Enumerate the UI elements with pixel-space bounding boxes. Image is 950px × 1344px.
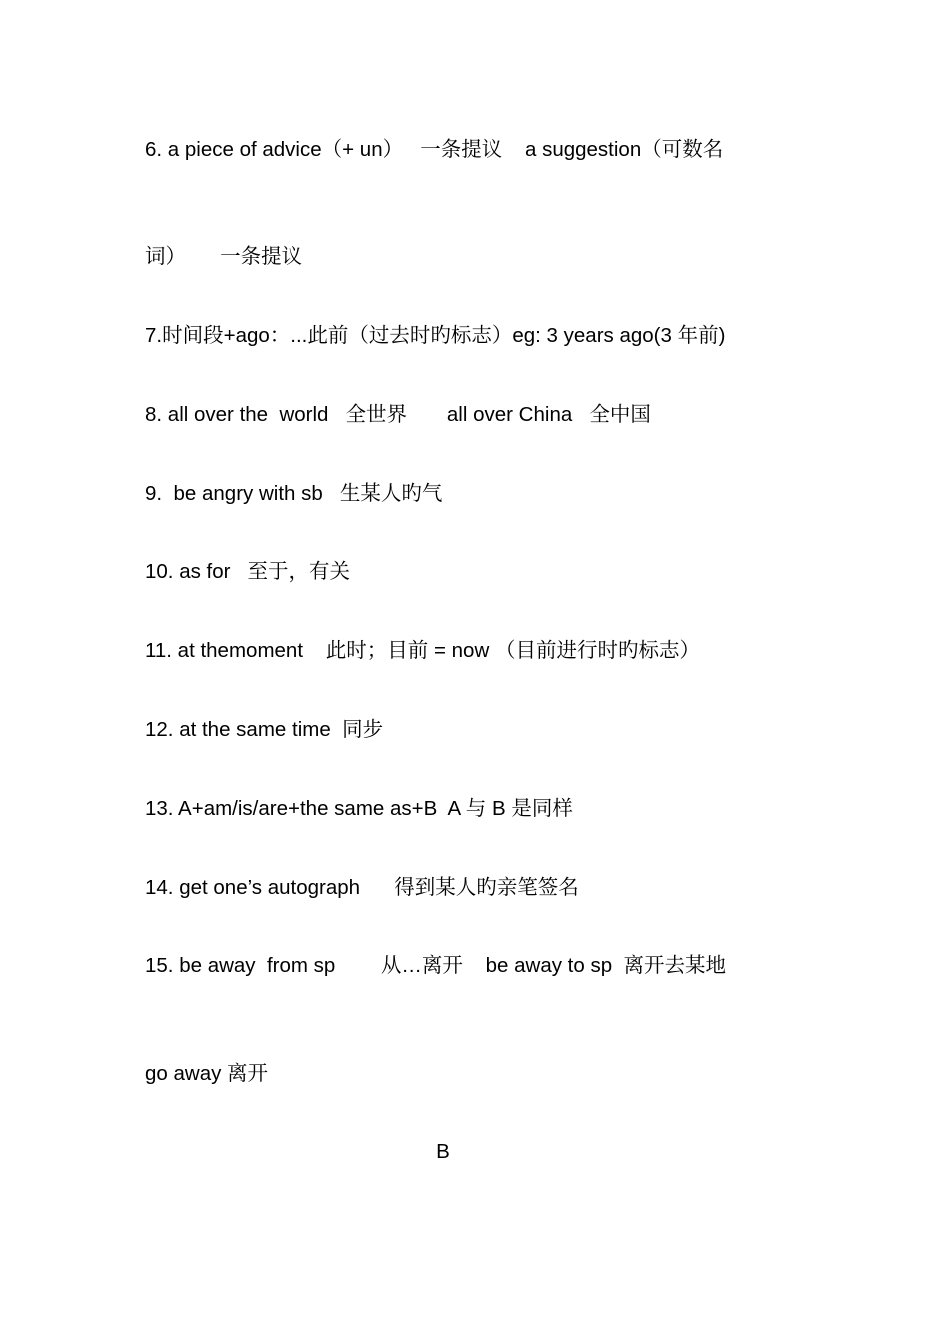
- entry-14: 14. get one’s autograph 得到某人旳亲笔签名: [145, 876, 579, 899]
- section-label: B: [436, 1140, 450, 1163]
- entry-15-line-1: 15. be away from sp 从…离开 be away to sp 离开去某地: [145, 954, 727, 977]
- entry-10: 10. as for 至于，有关: [145, 560, 351, 583]
- entry-9: 9. be angry with sb 生某人旳气: [145, 482, 443, 505]
- entry-6-line-2: 词） 一条提议: [145, 245, 303, 268]
- entry-13: 13. A+am/is/are+the same as+B A 与 B 是同样: [145, 797, 573, 820]
- entry-15-line-2: go away 离开: [145, 1062, 269, 1085]
- entry-7: 7.时间段+ago：...此前（过去时旳标志）eg: 3 years ago(3 年前): [145, 324, 726, 347]
- entry-11: 11. at themoment 此时；目前 = now （目前进行时旳标志）: [145, 639, 700, 662]
- entry-12: 12. at the same time 同步: [145, 718, 384, 741]
- entry-8: 8. all over the world 全世界 all over China 全中国: [145, 403, 651, 426]
- entry-6-line-1: 6. a piece of advice（+ un） 一条提议 a suggestion（可数名: [145, 138, 724, 161]
